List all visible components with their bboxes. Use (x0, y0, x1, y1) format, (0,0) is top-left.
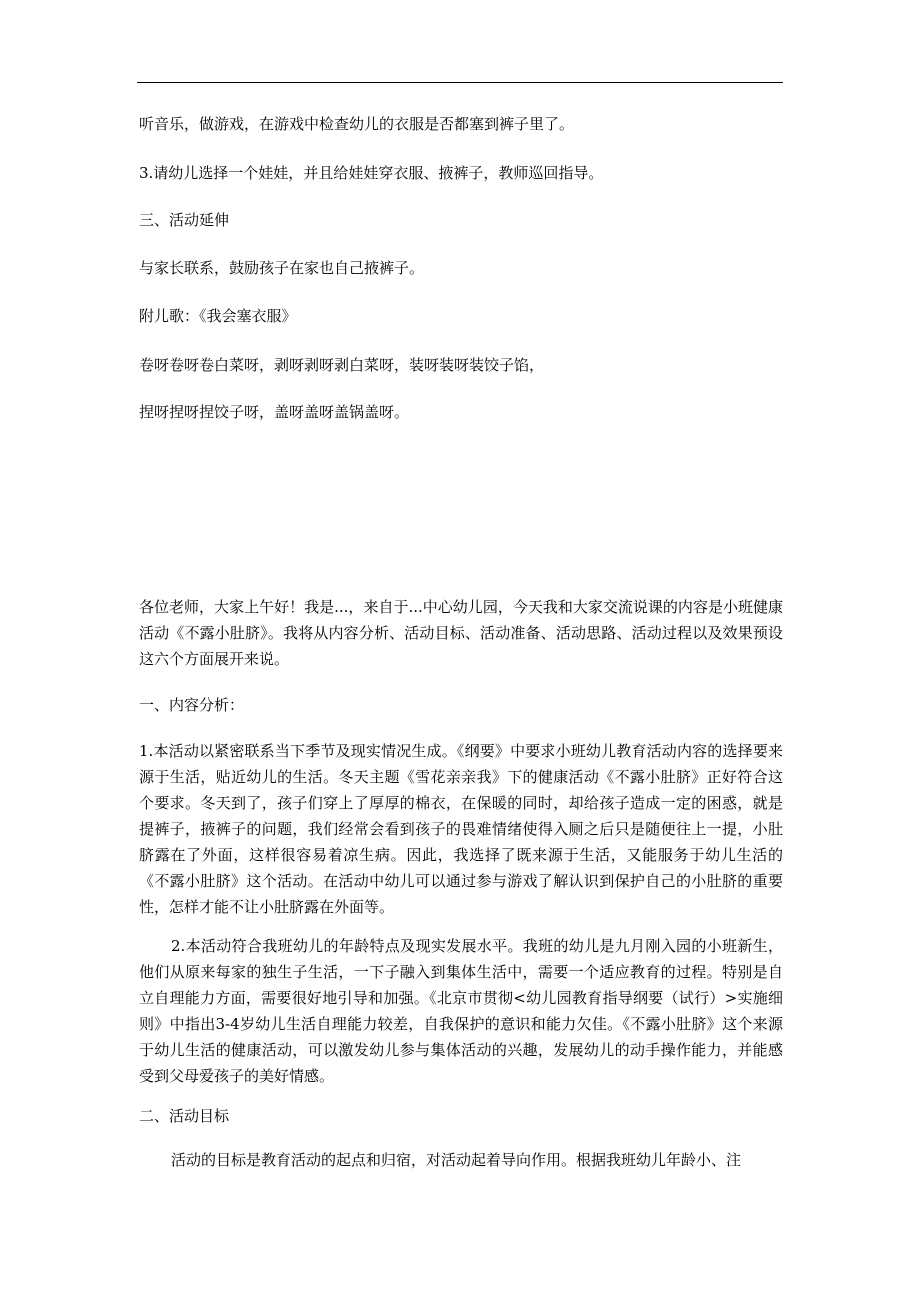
intro-paragraph: 各位老师，大家上午好！我是...，来自于...中心幼儿园，今天我和大家交流说课的内容是小班健康活动《不露小肚脐》。我将从内容分析、活动目标、活动准备、活动思路、活动过程以及效果预设这六个方面展开来说。 (139, 598, 783, 668)
song-title: 附儿歌：《我会塞衣服》 (139, 307, 297, 325)
song-line: 捏呀捏呀捏饺子呀，盖呀盖呀盖锅盖呀。 (139, 403, 410, 421)
song-line: 卷呀卷呀卷白菜呀，剥呀剥呀剥白菜呀，装呀装呀装饺子馅， (139, 356, 545, 374)
body-paragraph: 2.本活动符合我班幼儿的年龄特点及现实发展水平。我班的幼儿是九月刚入园的小班新生，他们从原来每家的独生子生活，一下子融入到集体生活中，需要一个适应教育的过程。特别是自立自理能力方面，需要很好地引导和加强。《北京市贯彻<幼儿园教育指导纲要（试行）>实施细则》中指出3-4岁幼儿生活自理能力较差，自我保护的意识和能力欠佳。《不露小肚脐》这个来源于幼儿生活的健康活动，可以激发幼儿参与集体活动的兴趣，发展幼儿的动手操作能力，并能感受到父母爱孩子的美好情感。 (139, 937, 783, 1085)
body-paragraph: 活动的目标是教育活动的起点和归宿，对活动起着导向作用。根据我班幼儿年龄小、注 (171, 1151, 742, 1169)
section-heading: 三、活动延伸 (139, 211, 230, 229)
section-heading: 二、活动目标 (139, 1107, 230, 1125)
section-heading: 一、内容分析： (139, 696, 245, 714)
text-line: 3.请幼儿选择一个娃娃，并且给娃娃穿衣服、掖裤子，教师巡回指导。 (139, 164, 604, 182)
header-rule (137, 82, 783, 83)
text-line: 听音乐，做游戏，在游戏中检查幼儿的衣服是否都塞到裤子里了。 (139, 115, 575, 133)
text-line: 与家长联系，鼓励孩子在家也自己掖裤子。 (139, 259, 425, 277)
body-paragraph: 1.本活动以紧密联系当下季节及现实情况生成。《纲要》中要求小班幼儿教育活动内容的选择要来源于生活，贴近幼儿的生活。冬天主题《雪花亲亲我》下的健康活动《不露小肚脐》正好符合这个要求。冬天到了，孩子们穿上了厚厚的棉衣，在保暖的同时，却给孩子造成一定的困惑，就是提裤子，掖裤子的问题，我们经常会看到孩子的畏难情绪使得入厕之后只是随便往上一提，小肚脐露在了外面，这样很容易着凉生病。因此，我选择了既来源于生活，又能服务于幼儿生活的《不露小肚脐》这个活动。在活动中幼儿可以通过参与游戏了解认识到保护自己的小肚脐的重要性，怎样才能不让小肚脐露在外面等。 (139, 742, 783, 916)
